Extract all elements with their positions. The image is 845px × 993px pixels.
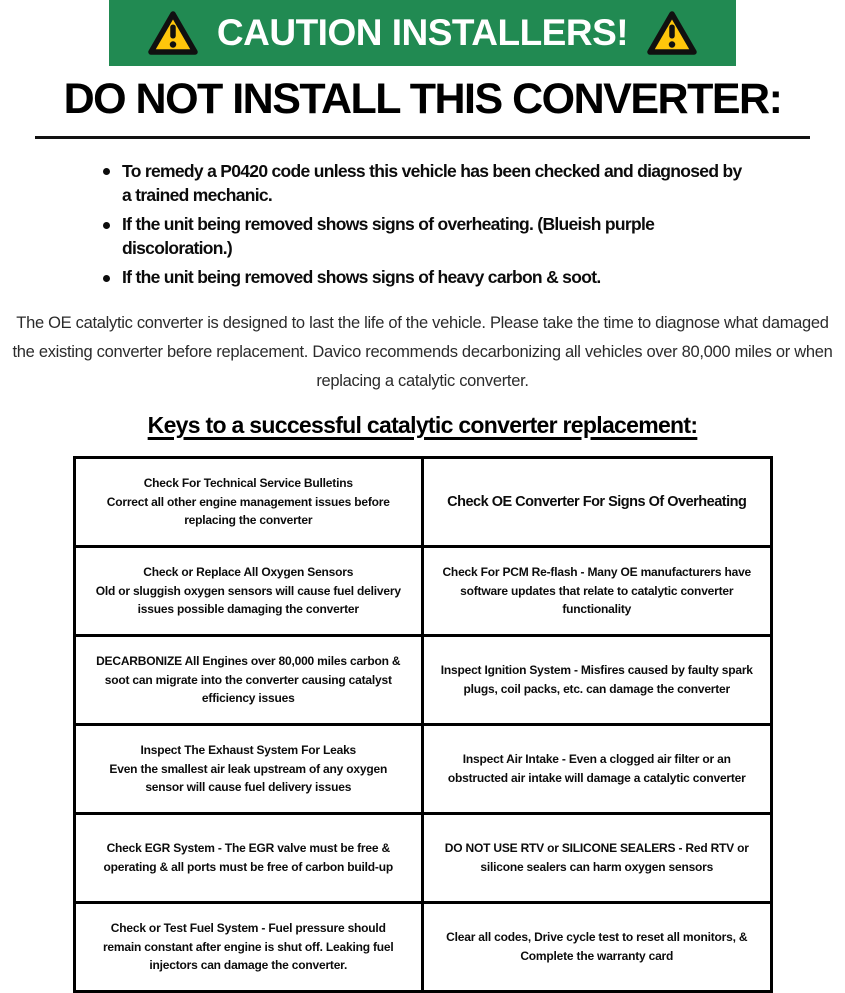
warning-bullet: If the unit being removed shows signs of heavy carbon & soot. [100,265,752,289]
cell-title: Check or Test Fuel System - Fuel pressure should remain constant after engine is shut off. Leaking fuel injectors can damage the converter. [102,921,394,973]
advisory-paragraph: The OE catalytic converter is designed to last the life of the vehicle. Please take the time to diagnose what damaged the existing converter before replacement. Davico recommends decarbonizing all vehicles over 80,000 miles or when replacing a catalytic converter. [12,314,833,391]
table-cell [74,457,423,546]
table-cell [423,457,772,546]
warning-triangle-icon [147,9,199,57]
table-row [74,635,771,724]
cell-title: Check or Replace All Oxygen Sensors [143,565,354,580]
table-cell [423,635,772,724]
table-row [74,813,771,902]
table-row [74,457,771,546]
cell-title: Check EGR System - The EGR valve must be free & operating & all ports must be free of carbon build-up [103,841,393,874]
table-cell [423,724,772,813]
page-title: DO NOT INSTALL THIS CONVERTER: [63,75,782,123]
cell-title: Check For Technical Service Bulletins [143,476,353,491]
warning-bullet: To remedy a P0420 code unless this vehicle has been checked and diagnosed by a trained mechanic. [100,159,752,207]
cell-title: Inspect The Exhaust System For Leaks [140,743,357,758]
cell-title: Check OE Converter For Signs Of Overheating [447,493,747,510]
table-cell [74,635,423,724]
cell-title: DO NOT USE RTV or SILICONE SEALERS - Red RTV or silicone sealers can harm oxygen sensors [444,841,749,874]
table-row [74,546,771,635]
caution-banner [109,0,736,66]
cell-description: Old or sluggish oxygen sensors will cause fuel delivery issues possible damaging the converter [95,583,401,617]
warning-bullet: If the unit being removed shows signs of overheating. (Blueish purple discoloration.) [100,212,752,260]
warning-triangle-icon [646,9,698,57]
cell-title: Inspect Air Intake - Even a clogged air filter or an obstructed air intake will damage a catalytic converter [447,752,746,785]
banner-label: CAUTION INSTALLERS! [216,12,629,53]
table-row [74,724,771,813]
cell-title: Check For PCM Re-flash - Many OE manufacturers have software updates that relate to catalytic converter functionality [442,565,752,617]
table-cell [74,546,423,635]
table-cell [423,813,772,902]
cell-title: DECARBONIZE All Engines over 80,000 miles carbon & soot can migrate into the converter causing catalyst efficiency issues [96,654,401,706]
cell-description: Even the smallest air leak upstream of any oxygen sensor will cause fuel delivery issues [109,761,388,795]
replacement-keys-table [73,456,773,993]
table-cell [423,902,772,991]
table-cell [74,724,423,813]
warning-bullet-list [100,159,752,290]
table-cell [74,813,423,902]
table-cell [423,546,772,635]
table-cell [74,902,423,991]
cell-title: Inspect Ignition System - Misfires caused by faulty spark plugs, coil packs, etc. can damage the converter [440,663,753,696]
keys-heading: Keys to a successful catalytic converter replacement: [147,411,698,438]
cell-description: Correct all other engine management issues before replacing the converter [106,494,390,528]
divider-line [35,136,810,139]
table-row [74,902,771,991]
cell-title: Clear all codes, Drive cycle test to reset all monitors, & Complete the warranty card [446,930,748,963]
